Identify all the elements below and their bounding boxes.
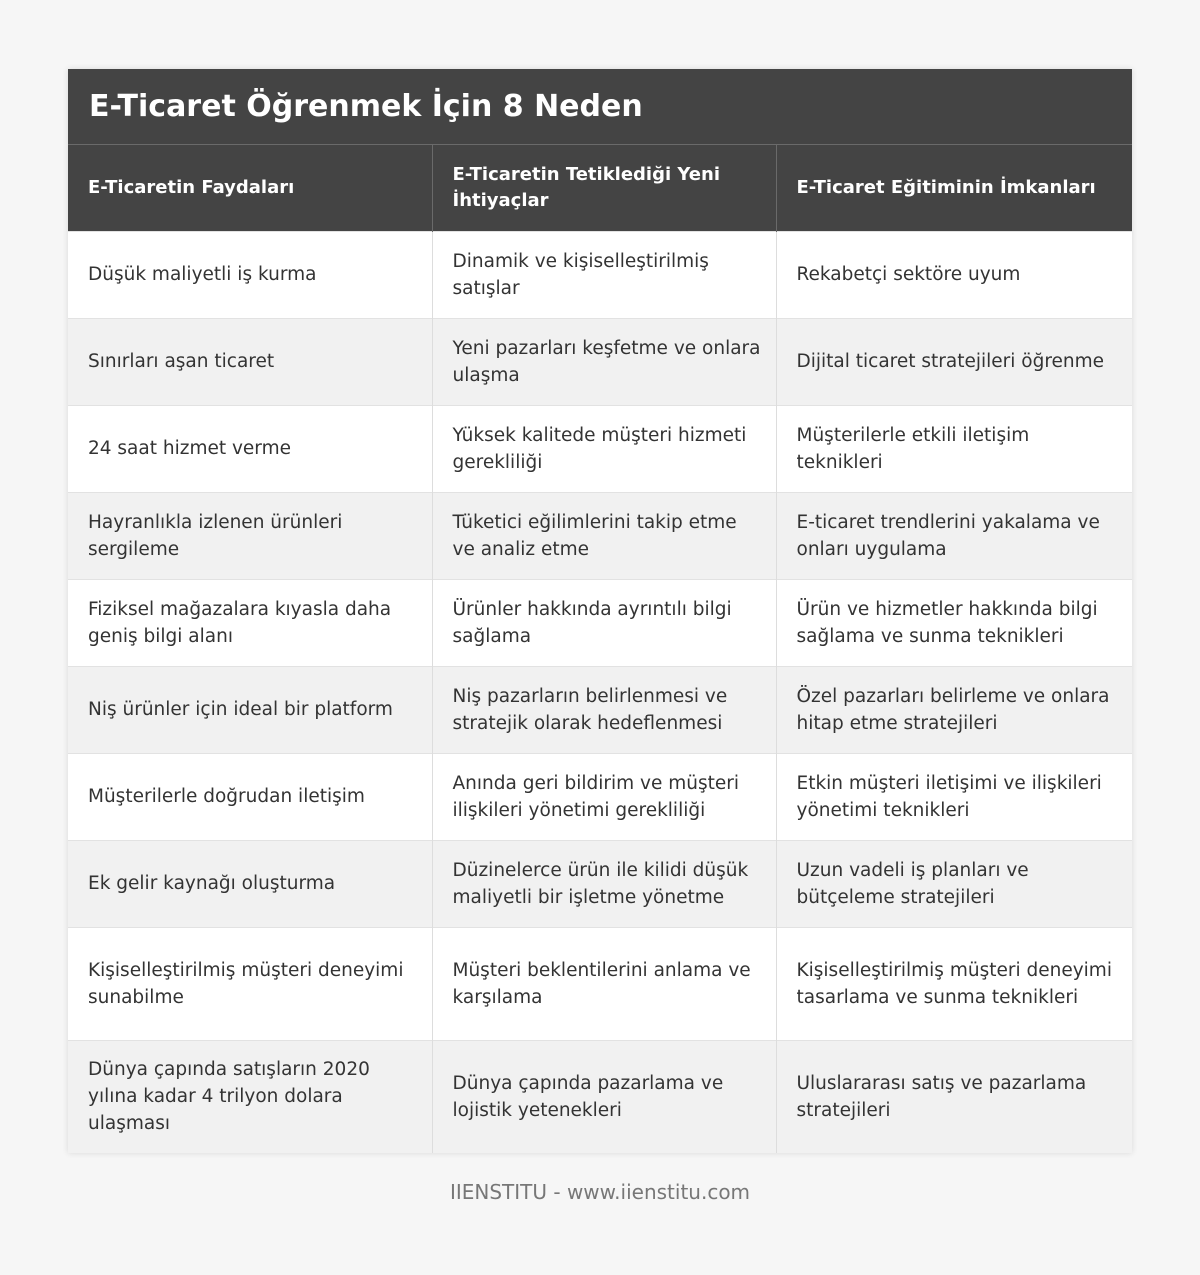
table-cell: Ek gelir kaynağı oluşturma bbox=[68, 840, 432, 927]
table-cell: Kişiselleştirilmiş müşteri deneyimi sunabilme bbox=[68, 927, 432, 1040]
table-title: E-Ticaret Öğrenmek İçin 8 Neden bbox=[68, 69, 1132, 145]
table-cell: 24 saat hizmet verme bbox=[68, 405, 432, 492]
table-cell: Hayranlıkla izlenen ürünleri sergileme bbox=[68, 492, 432, 579]
table-header bbox=[68, 145, 1132, 231]
table-cell: Uluslararası satış ve pazarlama stratejileri bbox=[776, 1040, 1132, 1153]
table-row bbox=[68, 666, 1132, 753]
table-cell: Dünya çapında satışların 2020 yılına kadar 4 trilyon dolara ulaşması bbox=[68, 1040, 432, 1153]
table-body bbox=[68, 231, 1132, 1153]
data-table bbox=[68, 145, 1132, 1153]
table-cell: Özel pazarları belirleme ve onlara hitap etme stratejileri bbox=[776, 666, 1132, 753]
table-row bbox=[68, 492, 1132, 579]
table-card bbox=[68, 69, 1132, 1153]
table-row bbox=[68, 840, 1132, 927]
table-row bbox=[68, 1040, 1132, 1153]
header-row bbox=[68, 145, 1132, 231]
table-cell: Uzun vadeli iş planları ve bütçeleme stratejileri bbox=[776, 840, 1132, 927]
table-cell: Müşterilerle etkili iletişim teknikleri bbox=[776, 405, 1132, 492]
table-row bbox=[68, 231, 1132, 318]
table-cell: Fiziksel mağazalara kıyasla daha geniş bilgi alanı bbox=[68, 579, 432, 666]
table-row bbox=[68, 405, 1132, 492]
table-cell: Yüksek kalitede müşteri hizmeti gerekliliği bbox=[432, 405, 776, 492]
column-header: E-Ticaret Eğitiminin İmkanları bbox=[776, 145, 1132, 231]
table-cell: Ürünler hakkında ayrıntılı bilgi sağlama bbox=[432, 579, 776, 666]
table-cell: Rekabetçi sektöre uyum bbox=[776, 231, 1132, 318]
table-cell: Müşteri beklentilerini anlama ve karşılama bbox=[432, 927, 776, 1040]
table-cell: E-ticaret trendlerini yakalama ve onları uygulama bbox=[776, 492, 1132, 579]
footer-credit: IIENSTITU - www.iienstitu.com bbox=[449, 1180, 751, 1204]
table-cell: Kişiselleştirilmiş müşteri deneyimi tasarlama ve sunma teknikleri bbox=[776, 927, 1132, 1040]
table-cell: Etkin müşteri iletişimi ve ilişkileri yönetimi teknikleri bbox=[776, 753, 1132, 840]
table-cell: Yeni pazarları keşfetme ve onlara ulaşma bbox=[432, 318, 776, 405]
table-cell: Dünya çapında pazarlama ve lojistik yetenekleri bbox=[432, 1040, 776, 1153]
table-row bbox=[68, 753, 1132, 840]
table-cell: Dinamik ve kişiselleştirilmiş satışlar bbox=[432, 231, 776, 318]
table-row bbox=[68, 318, 1132, 405]
table-cell: Dijital ticaret stratejileri öğrenme bbox=[776, 318, 1132, 405]
table-cell: Niş pazarların belirlenmesi ve stratejik olarak hedeflenmesi bbox=[432, 666, 776, 753]
table-cell: Müşterilerle doğrudan iletişim bbox=[68, 753, 432, 840]
table-cell: Ürün ve hizmetler hakkında bilgi sağlama ve sunma teknikleri bbox=[776, 579, 1132, 666]
table-cell: Düzinelerce ürün ile kilidi düşük maliyetli bir işletme yönetme bbox=[432, 840, 776, 927]
table-row bbox=[68, 579, 1132, 666]
table-row bbox=[68, 927, 1132, 1040]
column-header: E-Ticaretin Tetiklediği Yeni İhtiyaçlar bbox=[432, 145, 776, 231]
table-cell: Anında geri bildirim ve müşteri ilişkileri yönetimi gerekliliği bbox=[432, 753, 776, 840]
table-cell: Sınırları aşan ticaret bbox=[68, 318, 432, 405]
table-cell: Niş ürünler için ideal bir platform bbox=[68, 666, 432, 753]
column-header: E-Ticaretin Faydaları bbox=[68, 145, 432, 231]
table-cell: Tüketici eğilimlerini takip etme ve analiz etme bbox=[432, 492, 776, 579]
table-cell: Düşük maliyetli iş kurma bbox=[68, 231, 432, 318]
